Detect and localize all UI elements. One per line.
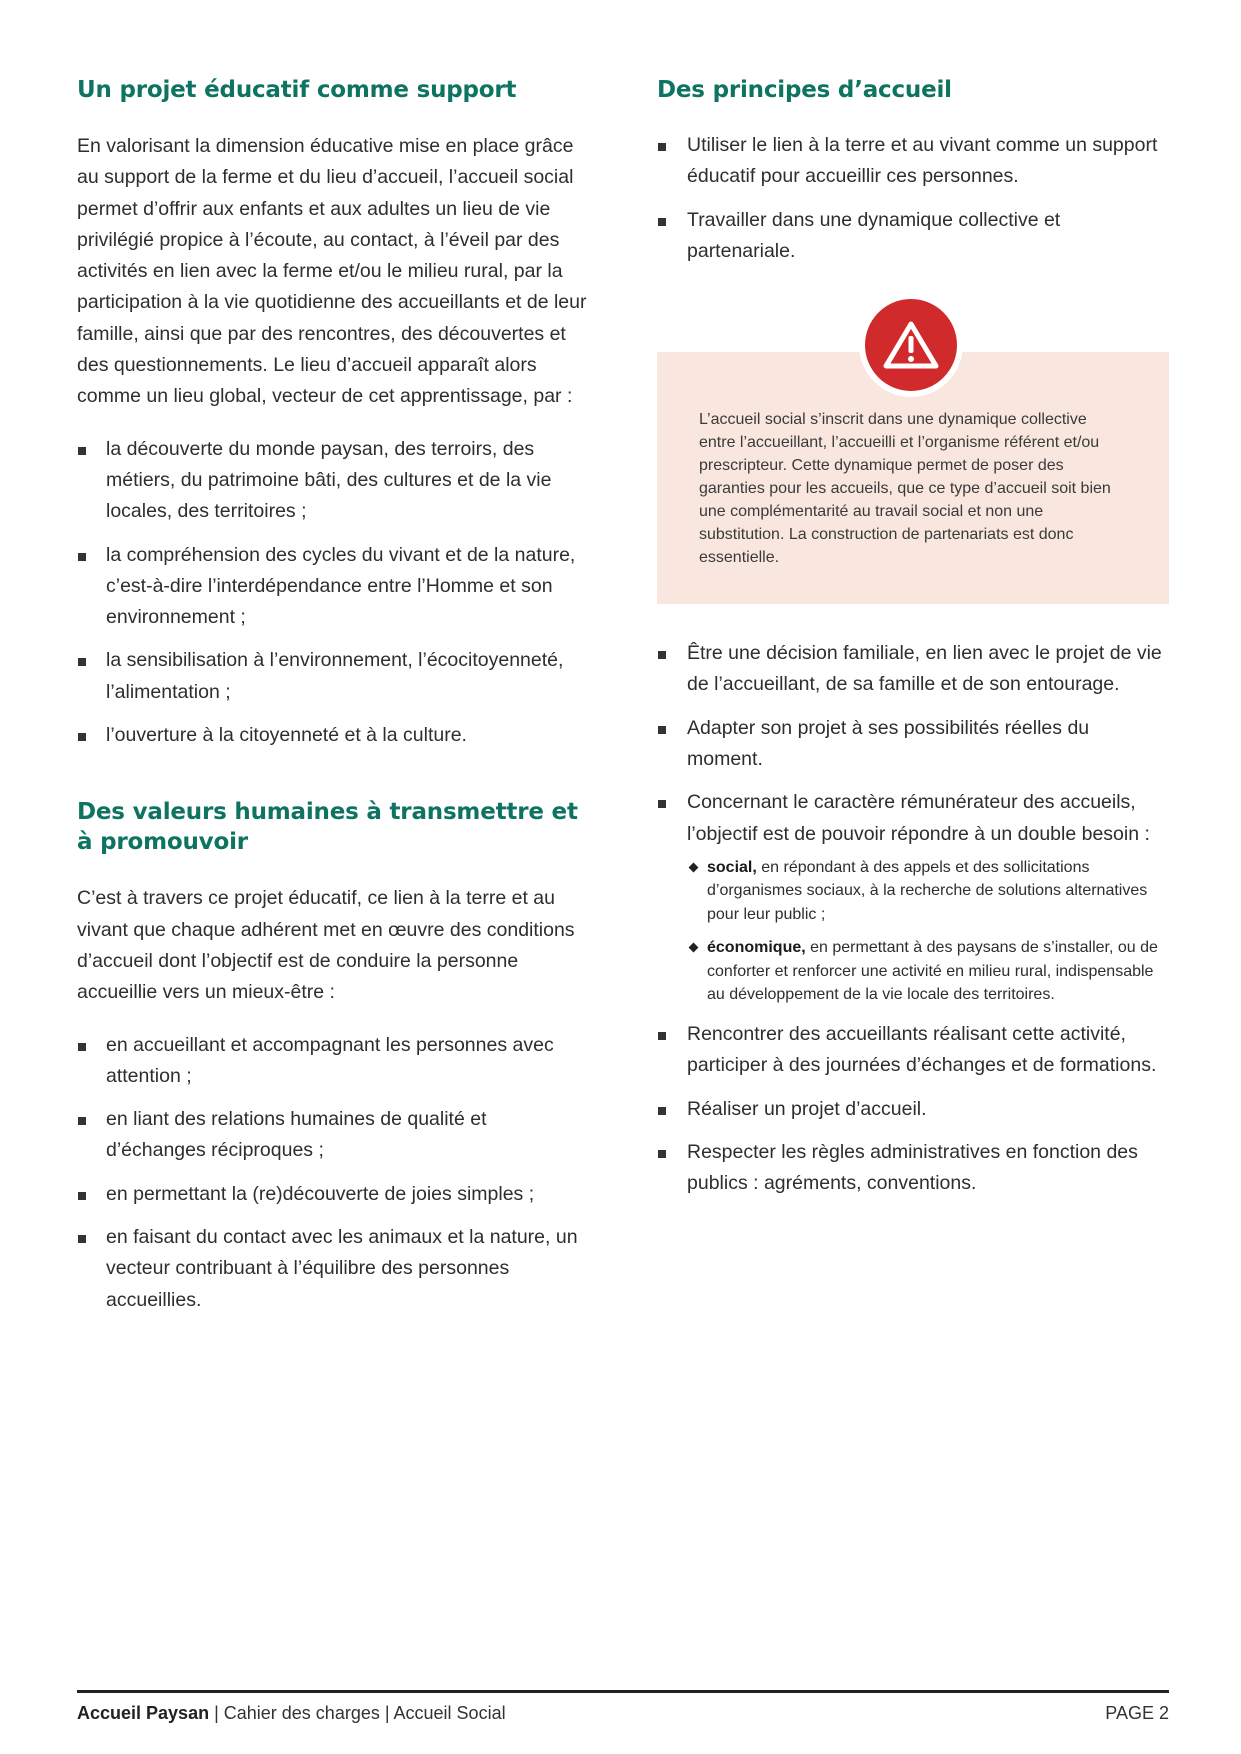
footer-brand: Accueil Paysan: [77, 1703, 210, 1723]
footer-divider: [77, 1690, 1169, 1693]
list-item: en permettant la (re)découverte de joies simples ;: [77, 1179, 589, 1210]
list-item: Concernant le caractère rémunérateur des accueils, l’objectif est de pouvoir répondre à un double besoin : social, en répondant à des appels et des sollicitations d’organismes sociaux, à la recherche de solutions alternatives pour leur public ; économique, en permettant à des paysans de s’installer, ou de conforter et renforcer une activité en milieu rural, indispensable au développement de la vie locale des territoires.: [657, 787, 1169, 1007]
square-bullet-icon: [658, 800, 666, 808]
square-bullet-icon: [658, 218, 666, 226]
list-item: Adapter son projet à ses possibilités réelles du moment.: [657, 713, 1169, 776]
list-item: l’ouverture à la citoyenneté et à la culture.: [77, 720, 589, 751]
list-item: la compréhension des cycles du vivant et de la nature, c’est-à-dire l’interdépendance entre l’Homme et son environnement ;: [77, 540, 589, 634]
warning-text: L’accueil social s’inscrit dans une dynamique collective entre l’accueillant, l’accueilli et l’organisme référent et/ou prescripteur. Cette dynamique permet de poser des garanties pour les accueils, que ce type d’accueil soit bien une complémentarité au travail social et non une substitution. La construction de partenariats est donc essentielle.: [699, 411, 1111, 567]
list-item: la sensibilisation à l’environnement, l’écocitoyenneté, l’alimentation ;: [77, 645, 589, 708]
valeurs-humaines-list: [77, 1030, 589, 1316]
square-bullet-icon: [78, 658, 86, 666]
list-item: Utiliser le lien à la terre et au vivant comme un support éducatif pour accueillir ces personnes.: [657, 130, 1169, 193]
square-bullet-icon: [78, 447, 86, 455]
square-bullet-icon: [78, 1235, 86, 1243]
left-column: [77, 75, 589, 1328]
double-besoin-sublist: [687, 856, 1169, 1007]
square-bullet-icon: [658, 1032, 666, 1040]
square-bullet-icon: [658, 1107, 666, 1115]
list-item: en faisant du contact avec les animaux et la nature, un vecteur contribuant à l’équilibre des personnes accueillies.: [77, 1222, 589, 1316]
square-bullet-icon: [78, 733, 86, 741]
principes-list-bottom: [657, 638, 1169, 1199]
section-title-principes-accueil: Des principes d’accueil: [657, 77, 952, 103]
sub-list-item: social, en répondant à des appels et des sollicitations d’organismes sociaux, à la recherche de solutions alternatives pour leur public ;: [687, 856, 1169, 927]
square-bullet-icon: [658, 651, 666, 659]
list-item: Réaliser un projet d’accueil.: [657, 1094, 1169, 1125]
footer-subtitle: | Cahier des charges | Accueil Social: [209, 1703, 506, 1723]
page-number: PAGE 2: [1105, 1703, 1169, 1723]
sub-list-item: économique, en permettant à des paysans de s’installer, ou de conforter et renforcer une activité en milieu rural, indispensable au développement de la vie locale des territoires.: [687, 936, 1169, 1007]
square-bullet-icon: [658, 726, 666, 734]
list-item: Respecter les règles administratives en fonction des publics : agréments, conventions.: [657, 1137, 1169, 1200]
square-bullet-icon: [78, 553, 86, 561]
principes-list-top: [657, 130, 1169, 267]
warning-callout: [657, 293, 1169, 613]
diamond-bullet-icon: [689, 943, 699, 953]
valeurs-humaines-paragraph: C’est à travers ce projet éducatif, ce lien à la terre et au vivant que chaque adhérent met en œuvre des conditions d’accueil dont l’objectif est de conduire la personne accueillie vers un mieux-être :: [77, 887, 575, 1004]
list-item: la découverte du monde paysan, des terroirs, des métiers, du patrimoine bâti, des cultures et de la vie locales, des territoires ;: [77, 434, 589, 528]
list-item: Être une décision familiale, en lien avec le projet de vie de l’accueillant, de sa famille et de son entourage.: [657, 638, 1169, 701]
list-item: Travailler dans une dynamique collective et partenariale.: [657, 205, 1169, 268]
square-bullet-icon: [658, 1150, 666, 1158]
projet-educatif-list: [77, 434, 589, 752]
section-title-valeurs-humaines: Des valeurs humaines à transmettre et à promouvoir: [77, 799, 578, 856]
section-title-projet-educatif: Un projet éducatif comme support: [77, 77, 517, 103]
list-item: Rencontrer des accueillants réalisant cette activité, participer à des journées d’échanges et de formations.: [657, 1019, 1169, 1082]
diamond-bullet-icon: [689, 863, 699, 873]
projet-educatif-paragraph: En valorisant la dimension éducative mise en place grâce au support de la ferme et du lieu d’accueil, l’accueil social permet d’offrir aux enfants et aux adultes un lieu de vie privilégié propice à l’écoute, au contact, à l’éveil par des activités en lien avec la ferme et/ou le milieu rural, par la participation à la vie quotidienne des accueillants et de leur famille, ainsi que par des rencontres, des découvertes et des questionnements. Le lieu d’accueil apparaît alors comme un lieu global, vecteur de cet apprentissage, par :: [77, 135, 587, 408]
list-item: en liant des relations humaines de qualité et d’échanges réciproques ;: [77, 1104, 589, 1167]
square-bullet-icon: [78, 1192, 86, 1200]
warning-triangle-icon: [859, 293, 963, 397]
page-footer: [77, 1703, 1169, 1724]
right-column: [657, 75, 1169, 1211]
square-bullet-icon: [78, 1043, 86, 1051]
square-bullet-icon: [658, 143, 666, 151]
list-item: en accueillant et accompagnant les personnes avec attention ;: [77, 1030, 589, 1093]
square-bullet-icon: [78, 1117, 86, 1125]
